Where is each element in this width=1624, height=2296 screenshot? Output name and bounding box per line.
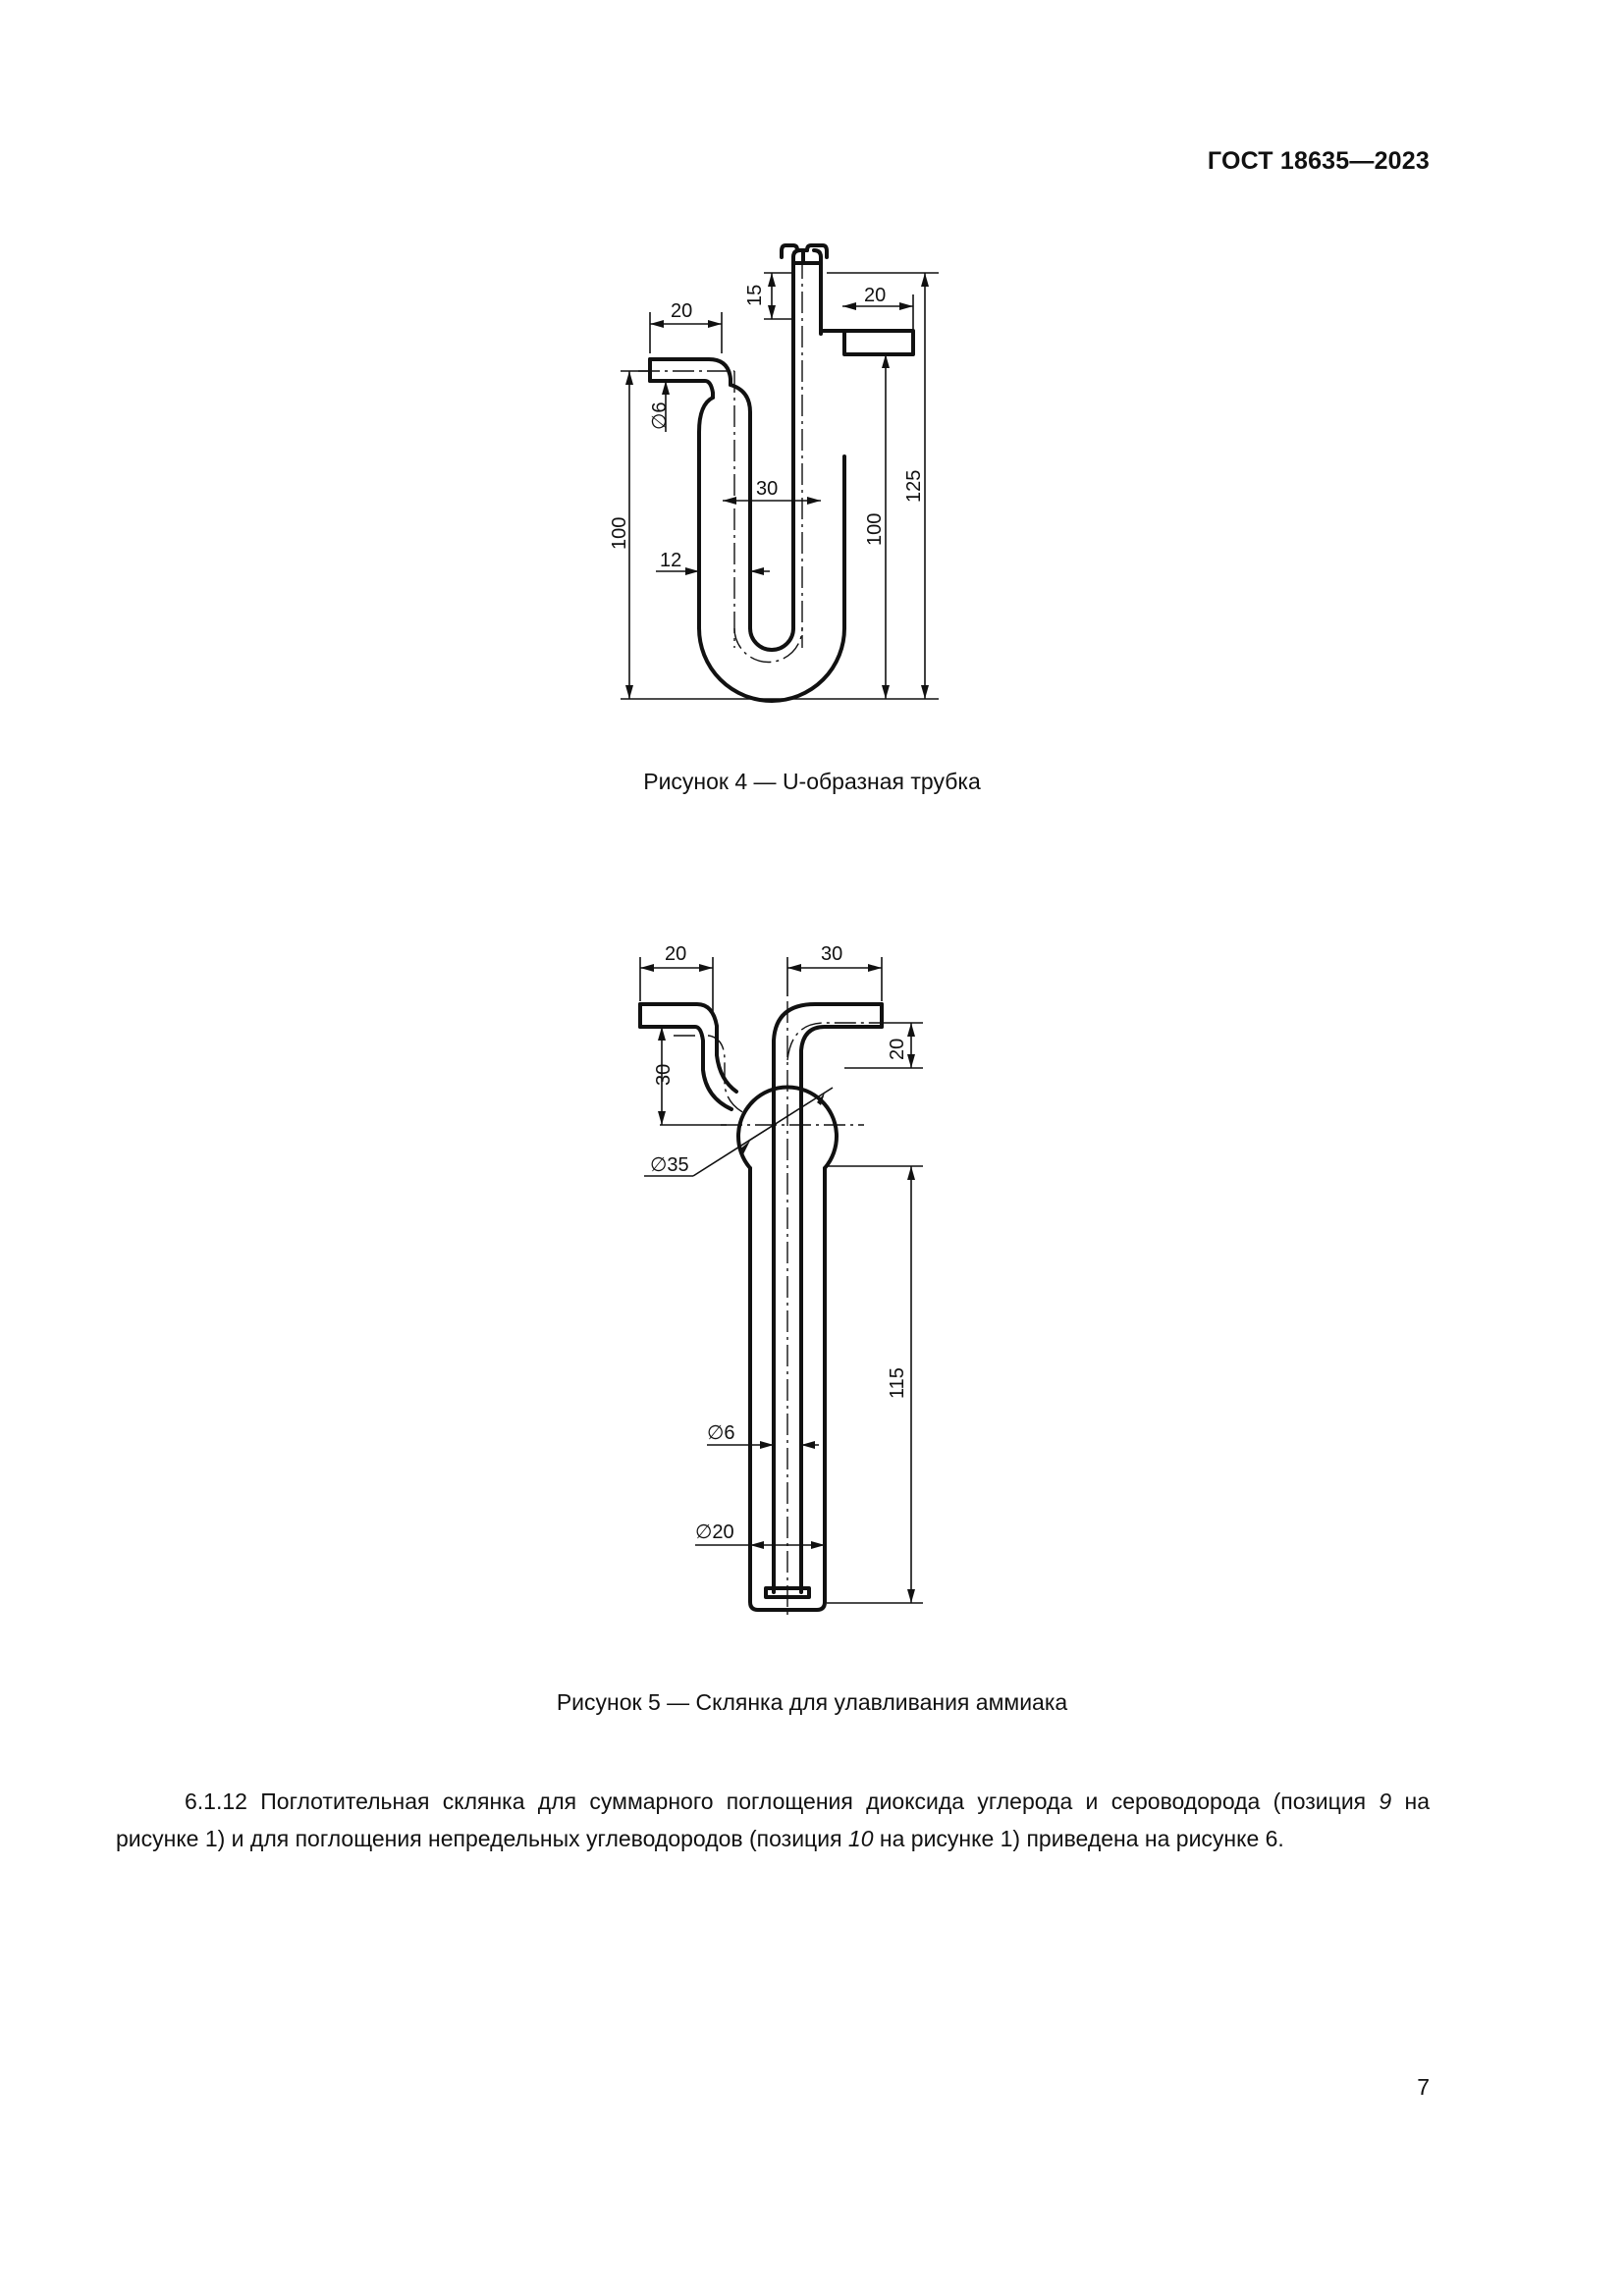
dim-right-vertical: 20: [887, 1038, 908, 1060]
document-code: ГОСТ 18635—2023: [1207, 147, 1430, 175]
position-9: 9: [1379, 1789, 1392, 1814]
dim-outer-diameter: ∅20: [695, 1522, 734, 1543]
figure-5-trap-bottle-drawing: [0, 937, 1624, 1625]
dim-left-height: 100: [609, 516, 630, 550]
figure-5-caption: Рисунок 5 — Склянка для улавливания аммиака: [556, 1689, 1068, 1715]
dim-bulb-diameter: ∅35: [650, 1154, 689, 1176]
figure-4-caption: Рисунок 4 — U-образная трубка: [643, 769, 981, 794]
dim-right-height-outer: 125: [903, 469, 925, 503]
trap-bottle-outline: [640, 1004, 882, 1610]
dim-right-width: 30: [821, 943, 843, 965]
paragraph-6-1-12: [116, 1783, 1430, 1857]
dim-left-width: 20: [665, 943, 687, 965]
position-10: 10: [847, 1826, 874, 1851]
dim-left-vertical: 30: [653, 1063, 675, 1086]
paragraph-number: 6.1.12: [185, 1789, 247, 1814]
dim-span: 30: [756, 478, 779, 500]
dim-diameter: ∅6: [649, 401, 671, 430]
dim-body-height: 115: [887, 1367, 908, 1399]
dim-wall: 12: [660, 550, 682, 571]
paragraph-text: на рисунке 1) приведена на рисунке 6.: [873, 1826, 1284, 1851]
dim-top-left-width: 20: [671, 300, 693, 322]
dim-inner-diameter: ∅6: [707, 1422, 735, 1444]
paragraph-text: на рисунке 1) и для поглощения непредельных углеводородов (позиция: [116, 1789, 1431, 1851]
page-number: 7: [1417, 2074, 1430, 2100]
paragraph-text: Поглотительная склянка для суммарного поглощения диоксида углерода и сероводорода (позиция: [260, 1789, 1380, 1814]
dim-right-height-inner: 100: [864, 512, 886, 546]
figure-4-u-tube-drawing: [0, 226, 1624, 736]
dim-top-right-width: 20: [864, 285, 887, 306]
dim-top-vertical: 15: [744, 284, 766, 306]
